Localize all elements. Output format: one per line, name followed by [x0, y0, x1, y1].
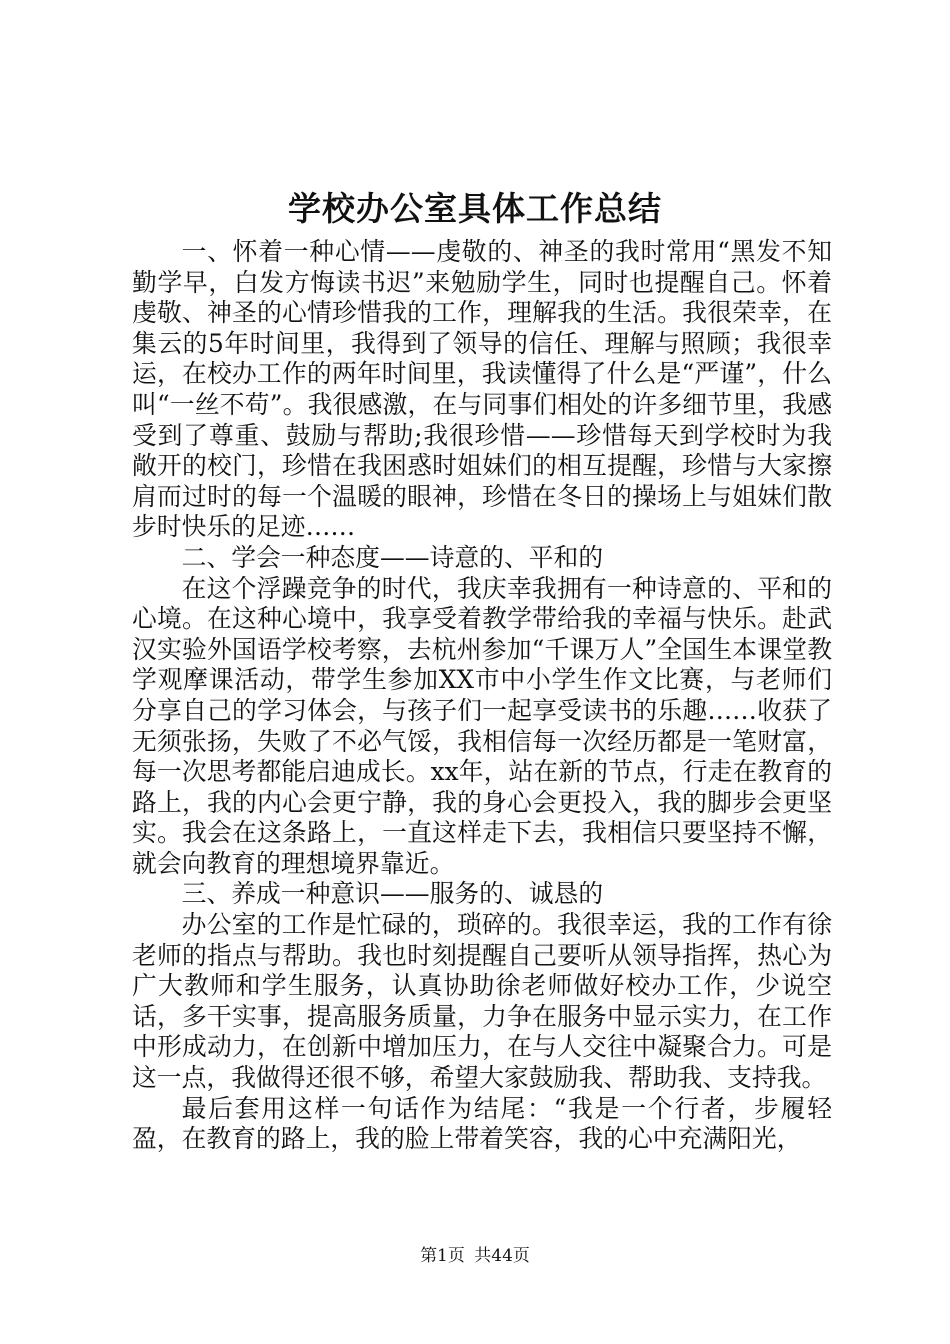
document-body [132, 237, 832, 1155]
page-number: 第1页 [420, 1246, 465, 1266]
paragraph-2: 在这个浮躁竞争的时代，我庆幸我拥有一种诗意的、平和的心境。在这种心境中，我享受着教学带给我的幸福与快乐。赴武汉实验外国语学校考察，去杭州参加“千课万人”全国生本课堂教学观摩课活动，带学生参加XX市中小学生作文比赛，与老师们分享自己的学习体会，与孩子们一起享受读书的乐趣……收获了无须张扬，失败了不必气馁，我相信每一次经历都是一笔财富，每一次思考都能启迪成长。xx年，站在新的节点，行走在教育的路上，我的内心会更宁静，我的身心会更投入，我的脚步会更坚实。我会在这条路上，一直这样走下去，我相信只要坚持不懈，就会向教育的理想境界靠近。 [132, 573, 832, 878]
page-footer [0, 1244, 950, 1268]
paragraph-1: 一、怀着一种心情——虔敬的、神圣的我时常用“黑发不知勤学早，白发方悔读书迟”来勉励学生，同时也提醒自己。怀着虔敬、神圣的心情珍惜我的工作，理解我的生活。我很荣幸，在集云的5年时间里，我得到了领导的信任、理解与照顾；我很幸运，在校办工作的两年时间里，我读懂得了什么是“严谨”，什么叫“一丝不苟”。我很感激，在与同事们相处的许多细节里，我感受到了尊重、鼓励与帮助;我很珍惜——珍惜每天到学校时为我敞开的校门，珍惜在我困惑时姐妹们的相互提醒，珍惜与大家擦肩而过时的每一个温暖的眼神，珍惜在冬日的操场上与姐妹们散步时快乐的足迹…… [132, 237, 832, 542]
section-heading-3: 三、养成一种意识——服务的、诚恳的 [181, 879, 604, 909]
paragraph-closing: 最后套用这样一句话作为结尾：“我是一个行者，步履轻盈，在教育的路上，我的脸上带着笑容，我的心中充满阳光， [132, 1093, 832, 1154]
paragraph-3: 办公室的工作是忙碌的，琐碎的。我很幸运，我的工作有徐老师的指点与帮助。我也时刻提醒自己要听从领导指挥，热心为广大教师和学生服务，认真协助徐老师做好校办工作，少说空话，多干实事，提高服务质量，力争在服务中显示实力，在工作中形成动力，在创新中增加压力，在与人交往中凝聚合力。可是这一点，我做得还很不够，希望大家鼓励我、帮助我、支持我。 [132, 910, 832, 1093]
section-heading-2: 二、学会一种态度——诗意的、平和的 [181, 542, 604, 572]
page-total: 共44页 [474, 1246, 530, 1266]
document-title: 学校办公室具体工作总结 [288, 189, 662, 228]
